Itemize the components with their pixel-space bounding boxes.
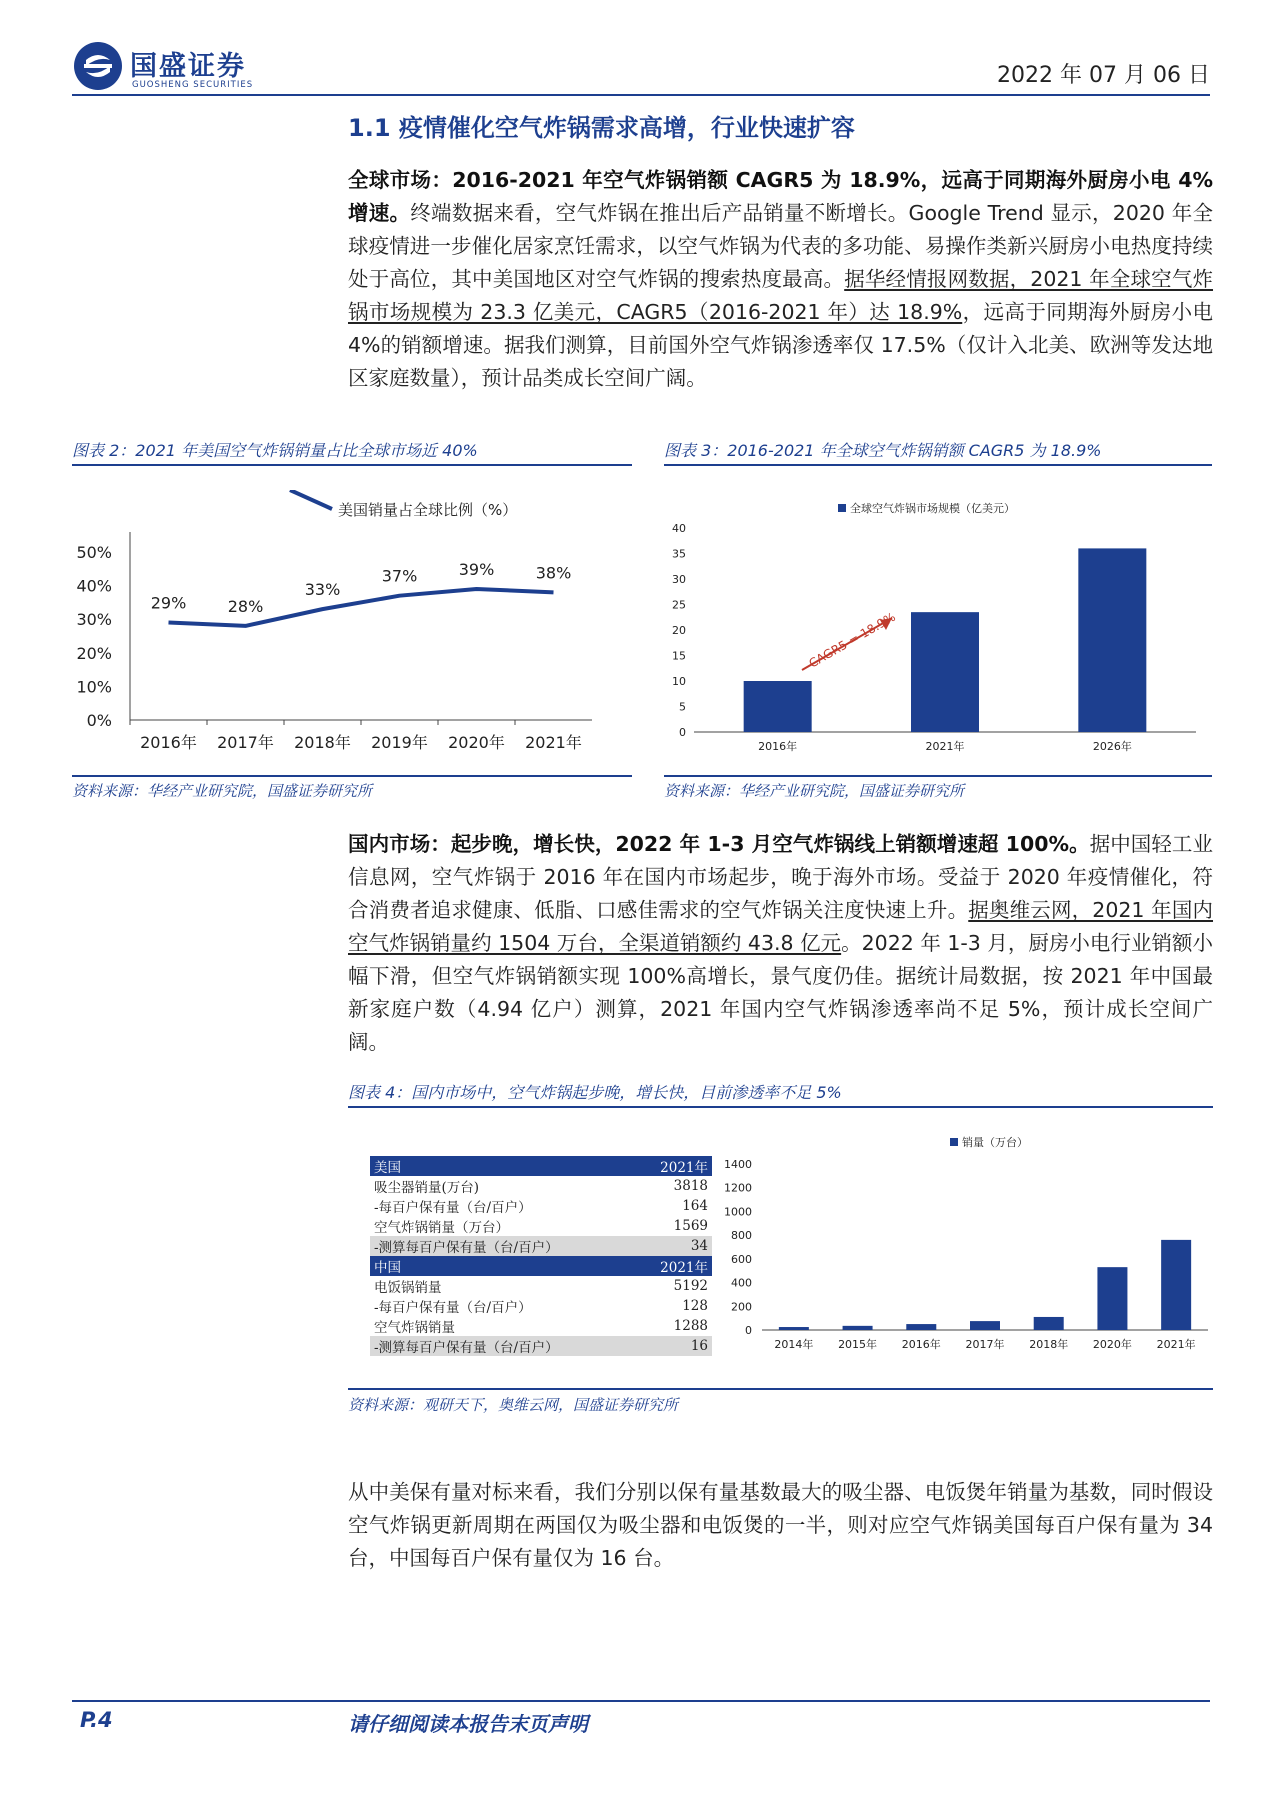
x-tick-label: 2020年 xyxy=(1092,1338,1132,1351)
y-tick-label: 40% xyxy=(76,576,112,596)
legend-label: 销量（万台） xyxy=(962,1136,1028,1149)
table-header-us: 美国 2021年 xyxy=(370,1156,712,1176)
header-divider xyxy=(72,94,1210,96)
cagr-annotation: CAGR5 = 18.9% xyxy=(806,609,898,671)
y-tick-label: 30 xyxy=(672,573,686,586)
fig2-source-rule xyxy=(72,775,632,777)
para1-text2: ，远高于同期海外厨房小电 4%的销额增速。据我们测算，目前国外空气炸锅渗透率仅 17.5%（仅计入北美、欧洲等发达地区家庭数量），预计品类成长空间广阔。 xyxy=(348,300,1213,390)
paragraph-global-market xyxy=(348,164,1213,395)
table-row: -测算每百户保有量（台/百户） 34 xyxy=(370,1236,712,1256)
x-tick-label: 2017年 xyxy=(217,733,274,752)
table-row: 吸尘器销量(万台) 3818 xyxy=(374,1178,708,1196)
x-tick-label: 2018年 xyxy=(294,733,351,752)
fig4-source-rule xyxy=(348,1388,1213,1390)
table-row: -每百户保有量（台/百户） 164 xyxy=(374,1198,708,1216)
para2-bold: 国内市场：起步晚，增长快，2022 年 1-3 月空气炸锅线上销额增速超 100%。 xyxy=(348,832,1090,856)
x-tick-label: 2016年 xyxy=(140,733,197,752)
y-tick-label: 0% xyxy=(86,711,112,730)
fig3-source: 资料来源：华经产业研究院，国盛证券研究所 xyxy=(664,782,965,800)
bar xyxy=(970,1321,1000,1330)
footer-disclaimer: 请仔细阅读本报告末页声明 xyxy=(348,1712,588,1736)
fig4-source: 资料来源：观研天下，奥维云网，国盛证券研究所 xyxy=(348,1396,679,1414)
y-tick-label: 800 xyxy=(731,1229,752,1243)
report-date: 2022 年 07 月 06 日 xyxy=(997,63,1210,88)
y-tick-label: 200 xyxy=(731,1300,752,1314)
data-label: 38% xyxy=(535,563,572,583)
data-label: 37% xyxy=(381,566,418,586)
legend-swatch xyxy=(838,504,846,512)
bar xyxy=(1097,1267,1127,1330)
y-tick-label: 20% xyxy=(76,643,112,663)
x-tick-label: 2019年 xyxy=(371,733,428,752)
y-tick-label: 50% xyxy=(76,543,112,562)
fig4-caption: 图表 4：国内市场中，空气炸锅起步晚，增长快，目前渗透率不足 5% xyxy=(348,1083,842,1102)
x-tick-label: 2018年 xyxy=(1029,1338,1069,1351)
x-tick-label: 2016年 xyxy=(901,1338,941,1351)
y-tick-label: 35 xyxy=(672,547,686,561)
data-label: 28% xyxy=(227,596,264,616)
footer-divider xyxy=(72,1700,1210,1702)
fig2-caption-rule xyxy=(72,464,632,466)
company-name-cn: 国盛证券 xyxy=(130,51,246,82)
bar xyxy=(906,1324,936,1330)
y-tick-label: 1000 xyxy=(724,1205,752,1219)
y-tick-label: 10% xyxy=(76,677,112,697)
para2-text1: 据中国轻工业信息网，空气炸锅于 2016 年在国内市场起步，晚于海外市场。受益于 2020 年疫情催化，符合消费者追求健康、低脂、口感佳需求的空气炸锅关注度快速上升。 xyxy=(348,832,1213,922)
legend-label: 美国销量占全球比例（%） xyxy=(338,501,518,519)
bar xyxy=(744,681,812,732)
para1-underlined: 据华经情报网数据，2021 年全球空气炸锅市场规模为 23.3 亿美元，CAGR5（2016-2021 年）达 18.9% xyxy=(348,267,1214,324)
y-tick-label: 15 xyxy=(672,649,686,663)
section-title: 1.1 疫情催化空气炸锅需求高增，行业快速扩容 xyxy=(348,114,855,142)
fig2-caption: 图表 2：2021 年美国空气炸锅销量占比全球市场近 40% xyxy=(72,441,478,460)
fig3-caption: 图表 3：2016-2021 年全球空气炸锅销额 CAGR5 为 18.9% xyxy=(664,441,1102,460)
x-tick-label: 2015年 xyxy=(838,1338,878,1351)
paragraph-holdings-comparison: 从中美保有量对标来看，我们分别以保有量基数最大的吸尘器、电饭煲年销量为基数，同时假设空气炸锅更新周期在两国仅为吸尘器和电饭煲的一半，则对应空气炸锅美国每百户保有量为 34 台，中国每百户保有量仅为 16 台。 xyxy=(348,1480,1213,1570)
bar xyxy=(911,612,979,732)
table-row: -每百户保有量（台/百户） 128 xyxy=(374,1298,708,1316)
y-tick-label: 600 xyxy=(731,1252,752,1266)
bar xyxy=(843,1326,873,1330)
fig4-caption-rule xyxy=(348,1106,1213,1108)
table-row: 空气炸锅销量（万台） 1569 xyxy=(374,1218,708,1236)
y-tick-label: 0 xyxy=(745,1324,752,1337)
para2-underlined: 据奥维云网，2021 年国内空气炸锅销量约 1504 万台，全渠道销额约 43.8 亿元 xyxy=(348,898,1214,955)
guosheng-logo-icon xyxy=(72,40,124,92)
company-logo xyxy=(72,38,292,94)
bar xyxy=(1161,1240,1191,1330)
legend-swatch xyxy=(950,1138,958,1146)
data-label: 29% xyxy=(150,593,187,613)
fig3-source-rule xyxy=(664,775,1212,777)
bar xyxy=(1078,548,1146,732)
y-tick-label: 40 xyxy=(672,522,686,535)
fig2-source: 资料来源：华经产业研究院，国盛证券研究所 xyxy=(72,782,373,800)
legend-swatch xyxy=(290,490,332,509)
y-tick-label: 5 xyxy=(679,700,686,714)
y-tick-label: 0 xyxy=(679,726,686,739)
table-row: 电饭锅销量 5192 xyxy=(374,1278,708,1296)
bar-chart-global-market xyxy=(664,490,1212,775)
line-chart-us-share xyxy=(72,490,632,775)
company-name-en: GUOSHENG SECURITIES xyxy=(132,80,254,90)
x-tick-label: 2016年 xyxy=(758,740,798,753)
para2-text2: 。2022 年 1-3 月，厨房小电行业销额小幅下滑，但空气炸锅销额实现 100%高增长，景气度仍佳。据统计局数据，按 2021 年中国最新家庭户数（4.94 亿户）测算，2021 年国内空气炸锅渗透率尚不足 5%，预计成长空间广阔。 xyxy=(348,931,1213,1054)
fig3-caption-rule xyxy=(664,464,1212,466)
para1-bold: 全球市场：2016-2021 年空气炸锅销额 CAGR5 为 18.9%，远高于同期海外厨房小电 4%增速。 xyxy=(348,168,1213,225)
paragraph-domestic-market xyxy=(348,828,1213,1059)
table-row: -测算每百户保有量（台/百户） 16 xyxy=(370,1336,712,1356)
y-tick-label: 20 xyxy=(672,624,686,637)
table-row: 空气炸锅销量 1288 xyxy=(374,1318,708,1336)
y-tick-label: 1400 xyxy=(724,1158,752,1171)
data-label: 39% xyxy=(458,559,495,579)
holdings-table xyxy=(370,1156,712,1356)
x-tick-label: 2026年 xyxy=(1092,740,1132,753)
page-number: P.4 xyxy=(80,1708,113,1732)
x-tick-label: 2017年 xyxy=(965,1338,1005,1351)
x-tick-label: 2014年 xyxy=(774,1338,814,1351)
y-tick-label: 30% xyxy=(76,610,112,630)
y-tick-label: 400 xyxy=(731,1276,752,1290)
y-tick-label: 1200 xyxy=(724,1181,752,1195)
legend-label: 全球空气炸锅市场规模（亿美元） xyxy=(850,502,1015,515)
x-tick-label: 2021年 xyxy=(525,733,582,752)
y-tick-label: 10 xyxy=(672,675,686,688)
series-line xyxy=(169,589,554,626)
bar xyxy=(779,1327,809,1330)
bar xyxy=(1034,1317,1064,1330)
x-tick-label: 2021年 xyxy=(925,740,965,753)
para1-text1: 终端数据来看，空气炸锅在推出后产品销量不断增长。Google Trend 显示，2020 年全球疫情进一步催化居家烹饪需求，以空气炸锅为代表的多功能、易操作类新兴厨房小电热度持续处于高位，其中美国地区对空气炸锅的搜索热度最高。 xyxy=(348,201,1214,291)
x-tick-label: 2021年 xyxy=(1156,1338,1196,1351)
y-tick-label: 25 xyxy=(672,598,686,612)
data-label: 33% xyxy=(304,580,341,600)
x-tick-label: 2020年 xyxy=(448,733,505,752)
table-header-cn: 中国 2021年 xyxy=(370,1256,712,1276)
bar-chart-domestic-sales xyxy=(720,1130,1215,1360)
